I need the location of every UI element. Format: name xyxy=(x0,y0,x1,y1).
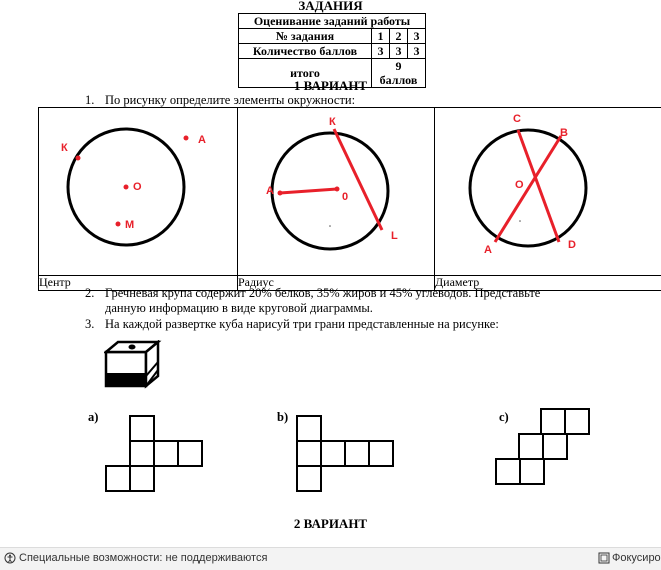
points-1: 3 xyxy=(372,44,390,59)
circle-radius-figure xyxy=(238,108,434,270)
figure-diameter-cell xyxy=(435,108,661,276)
task-number-1: 1 xyxy=(372,29,390,44)
label-b-3: В xyxy=(560,127,568,139)
task-2-number: 2. xyxy=(85,286,94,301)
cube-net-c xyxy=(494,407,594,487)
caption-diameter: Диаметр xyxy=(435,276,661,291)
label-o-2: 0 xyxy=(342,191,348,203)
focus-mode-label[interactable]: Фокусиро xyxy=(612,552,661,564)
circle-diameter-figure xyxy=(435,108,661,270)
label-m-1: М xyxy=(125,219,134,231)
point-k-1 xyxy=(76,156,81,161)
total-value: 9 баллов xyxy=(372,59,426,88)
task-1 xyxy=(105,93,355,108)
task-number-3: 3 xyxy=(408,29,426,44)
label-d-3: D xyxy=(568,239,576,251)
label-o-1: О xyxy=(133,181,142,193)
task-number-label: № задания xyxy=(239,29,372,44)
task-2-line-1: Гречневая крупа содержит 20% белков, 35% жиров и 45% углеводов. Представьте xyxy=(105,286,625,301)
net-a-label: a) xyxy=(88,410,98,425)
task-1-text: По рисунку определите элементы окружности: xyxy=(105,93,355,107)
cube-figure xyxy=(104,340,164,390)
page-title: ЗАДАНИЯ xyxy=(0,0,661,14)
net-c-label: c) xyxy=(499,410,509,425)
variant-1-title: 1 ВАРИАНТ xyxy=(0,78,661,94)
score-table xyxy=(238,13,426,88)
cube-net-b xyxy=(295,415,395,495)
label-a-1: А xyxy=(198,134,206,146)
point-o-1 xyxy=(124,185,129,190)
accessibility-icon[interactable] xyxy=(4,552,16,567)
circle-center-figure xyxy=(39,108,237,270)
label-a-2: А xyxy=(266,185,274,197)
cube-front-stripe xyxy=(106,373,146,386)
task-number-2: 2 xyxy=(390,29,408,44)
label-k-1: К xyxy=(61,142,68,154)
dot-3 xyxy=(519,220,521,222)
chord-line xyxy=(334,129,382,230)
label-a-3: А xyxy=(484,244,492,256)
task-1-number: 1. xyxy=(85,93,94,108)
status-bar xyxy=(0,547,661,570)
accessibility-status[interactable]: Специальные возможности: не поддерживаются xyxy=(19,552,267,564)
diameter-line-ab xyxy=(495,136,561,242)
radius-line xyxy=(280,189,337,193)
net-b-label: b) xyxy=(277,410,288,425)
point-m-1 xyxy=(116,222,121,227)
label-c-3: С xyxy=(513,113,521,125)
point-o-2 xyxy=(335,187,340,192)
dot-2 xyxy=(329,225,331,227)
cube-top-dot xyxy=(129,345,136,350)
point-a-2 xyxy=(278,191,283,196)
points-label: Количество баллов xyxy=(239,44,372,59)
label-l-2: L xyxy=(391,230,398,242)
figure-radius-cell xyxy=(238,108,435,276)
variant-2-title: 2 ВАРИАНТ xyxy=(0,516,661,532)
score-table-caption: Оценивание заданий работы xyxy=(239,14,426,29)
points-3: 3 xyxy=(408,44,426,59)
task-3 xyxy=(105,317,499,332)
label-k-2: К xyxy=(329,116,336,128)
circle-figures-table xyxy=(38,107,661,291)
task-2-line-2: данную информацию в виде круговой диаграммы. xyxy=(105,301,625,316)
cube-net-a xyxy=(104,415,204,495)
point-a-1 xyxy=(184,136,189,141)
label-o-3: О xyxy=(515,179,524,191)
total-label: итого xyxy=(239,59,372,88)
figure-center-cell xyxy=(39,108,238,276)
caption-center: Центр xyxy=(39,276,238,291)
focus-icon[interactable] xyxy=(598,552,610,567)
task-3-text: На каждой развертке куба нарисуй три грани представленные на рисунке: xyxy=(105,317,499,331)
task-3-number: 3. xyxy=(85,317,94,332)
points-2: 3 xyxy=(390,44,408,59)
task-2 xyxy=(105,286,625,316)
caption-radius: Радиус xyxy=(238,276,435,291)
